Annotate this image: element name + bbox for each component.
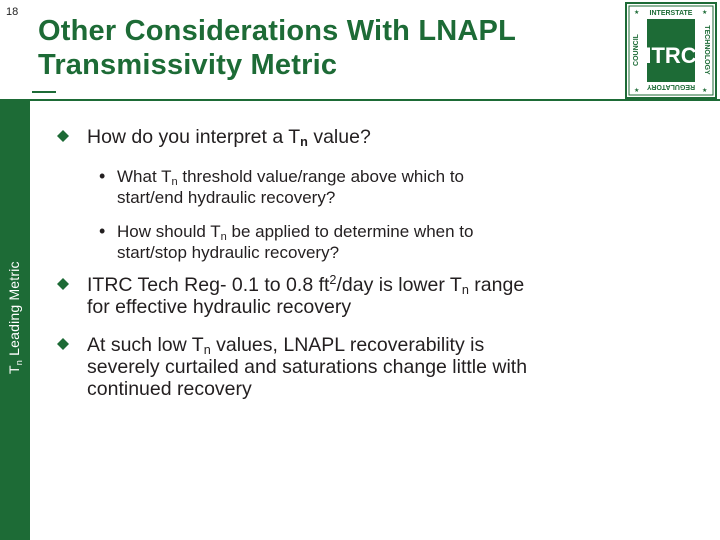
logo-top-text: INTERSTATE: [649, 10, 693, 17]
bullet-question: How do you interpret a $T_n$ value?: [87, 126, 371, 148]
sidebar-label: $T_n$ Leading Metric: [6, 261, 24, 374]
logo-bottom-text: REGULATORY: [646, 83, 696, 90]
svg-text:★: ★: [702, 9, 708, 16]
slide-number: 18: [6, 6, 19, 18]
itrc-logo: [625, 2, 717, 99]
title-underline: [32, 91, 56, 93]
slide-title: Other Considerations With LNAPL Transmissivity Metric: [38, 15, 516, 81]
diamond-bullet-icon: [57, 338, 69, 350]
logo-right-text: TECHNOLOGY: [703, 25, 710, 75]
itrc-logo-graphic: [625, 2, 717, 99]
bullet-low-tn: At such low $T_n$ values, LNAPL recoverability is severely curtailed and saturations change little with continued recovery: [87, 334, 527, 400]
diamond-bullet-icon: [57, 278, 69, 290]
sub-bullet-threshold: • What $T_n$ threshold value/range above which to start/end hydraulic recovery?: [99, 166, 464, 207]
bullet-itrc-range: ITRC Tech Reg- 0.1 to 0.8 $ft^2$/day is lower $T_n$ range for effective hydraulic recovery: [87, 274, 524, 318]
svg-text:★: ★: [634, 87, 640, 94]
dot-bullet-icon: •: [99, 221, 106, 241]
logo-center-text: ITRC: [645, 43, 697, 68]
slide-header: [0, 0, 720, 100]
dot-bullet-icon: •: [99, 166, 106, 186]
svg-text:★: ★: [634, 9, 640, 16]
slide-body: [30, 101, 720, 540]
diamond-bullet-icon: [57, 130, 69, 142]
sub-bullet-apply: • How should $T_n$ be applied to determine when to start/stop hydraulic recovery?: [99, 221, 474, 262]
logo-left-text: COUNCIL: [633, 34, 640, 66]
svg-text:★: ★: [702, 87, 708, 94]
